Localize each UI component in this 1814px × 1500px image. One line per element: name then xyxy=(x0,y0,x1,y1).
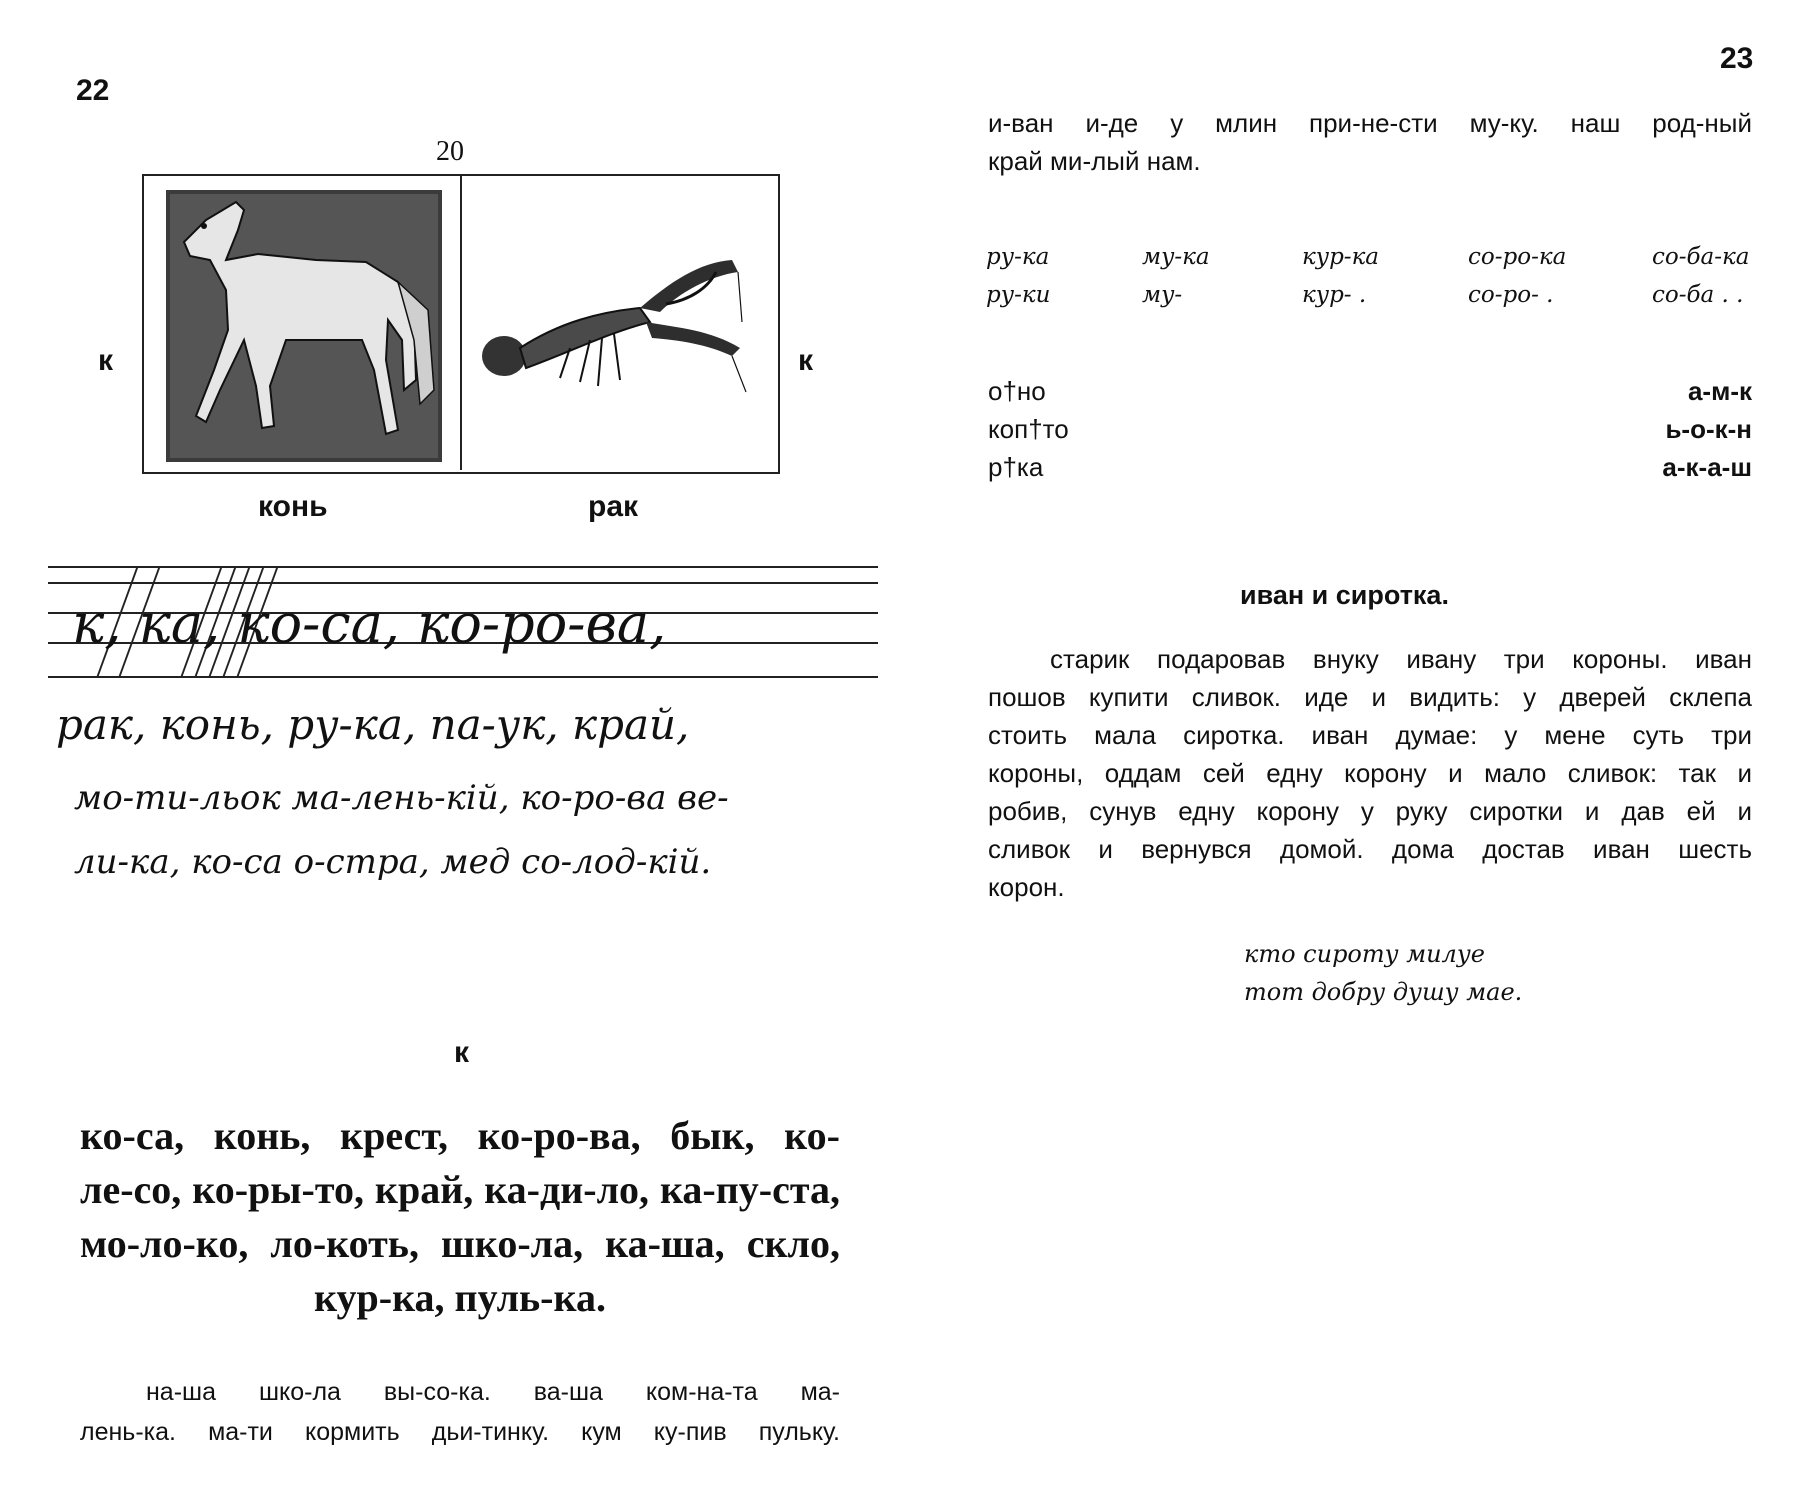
fill-left-2: коп†то xyxy=(988,414,1069,444)
word-cell: му- xyxy=(1142,282,1183,308)
story-line-1: старик подаровав внуку ивану три короны. иван xyxy=(1050,644,1752,674)
bold-line-3: мо-ло-ко, ло-коть, шко-ла, ка-ша, скло, xyxy=(80,1221,840,1266)
fill-right-1: а-м-к xyxy=(1687,376,1752,406)
small-line-1: на-ша шко-ла вы-со-ка. ва-ша ком-на-та ма- xyxy=(146,1378,840,1406)
word-cell: кур- . xyxy=(1302,282,1367,308)
proverb-line-2: тот добру душу мае. xyxy=(1244,978,1523,1006)
crayfish-illustration xyxy=(470,252,750,402)
word-cell: со-ба . . xyxy=(1652,282,1744,308)
bold-line-2: ле-со, ко-ры-то, край, ка-ди-ло, ка-пу-ста, xyxy=(80,1167,840,1212)
word-cell: ру-ки xyxy=(986,282,1051,308)
horse-illustration xyxy=(166,190,442,462)
fill-left-1: о†но xyxy=(988,376,1046,406)
story-line-5: робив, сунув едну корону у руку сиротки и дав ей и xyxy=(988,796,1752,826)
word-cell: со-ба-ка xyxy=(1652,244,1750,270)
story-line-4: короны, оддам сей едну корону и мало сливок: так и xyxy=(988,758,1752,788)
letter-heading: к xyxy=(454,1036,470,1069)
bold-line-1: ко-са, конь, крест, ко-ро-ва, бык, ко- xyxy=(80,1113,840,1158)
story-line-2: пошов купити сливок. иде и видить: у дверей склепа xyxy=(988,682,1752,712)
intro-line-1: и-ван и-де у млин при-не-сти му-ку. наш род-ный xyxy=(988,108,1752,138)
fill-right-3: а-к-а-ш xyxy=(1662,452,1752,482)
word-cell: ру-ка xyxy=(986,244,1050,270)
word-cell: му-ка xyxy=(1142,244,1210,270)
story-line-6: сливок и вернувся домой. дома достав иван шесть xyxy=(988,834,1752,864)
side-letter-right: к xyxy=(798,344,814,377)
script-line-1: к, ка, ко-са, ко-ро-ва, xyxy=(72,592,667,655)
bold-line-4: кур-ка, пуль-ка. xyxy=(314,1275,606,1320)
small-line-2: лень-ка. ма-ти кормить дьи-тинку. кум ку-пив пульку. xyxy=(80,1418,840,1446)
story-line-7: корон. xyxy=(988,872,1065,902)
proverb-line-1: кто сироту милуе xyxy=(1244,940,1485,968)
story-title: иван и сиротка. xyxy=(1240,580,1449,610)
page-number-right: 23 xyxy=(1720,42,1754,75)
script-line-3: мо-ти-льок ма-лень-кій, ко-ро-ва ве- xyxy=(74,778,729,818)
script-line-4: ли-ка, ко-са о-стра, мед со-лод-кій. xyxy=(74,842,712,882)
caption-crayfish: рак xyxy=(588,490,639,523)
side-letter-left: к xyxy=(98,344,114,377)
intro-line-2: край ми-лый нам. xyxy=(988,146,1201,176)
word-cell: со-ро- . xyxy=(1468,282,1554,308)
picture-divider xyxy=(460,176,462,470)
page-number-left: 22 xyxy=(76,74,110,107)
caption-horse: конь xyxy=(258,490,328,523)
fill-left-3: р†ка xyxy=(988,452,1044,482)
story-line-3: стоить мала сиротка. иван думае: у мене суть три xyxy=(988,720,1752,750)
figure-number: 20 xyxy=(436,136,464,167)
word-cell: со-ро-ка xyxy=(1468,244,1567,270)
word-cell: кур-ка xyxy=(1302,244,1380,270)
fill-right-2: ь-о-к-н xyxy=(1665,414,1752,444)
script-line-2: рак, конь, ру-ка, па-ук, край, xyxy=(56,700,690,749)
